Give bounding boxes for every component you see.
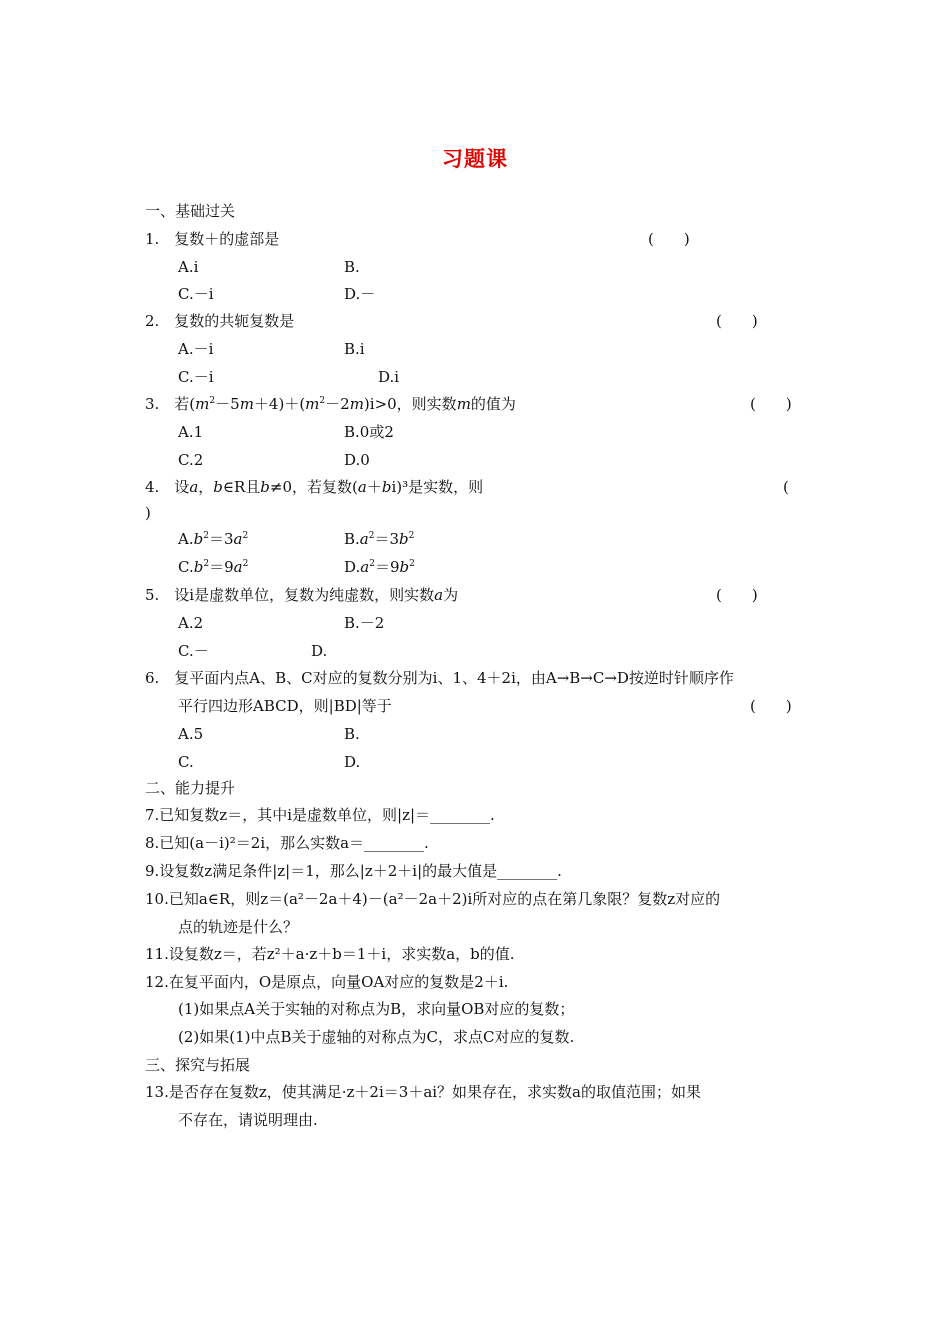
question-8: 8.已知(a－i)²＝2i，那么实数a＝________. — [145, 834, 429, 852]
question-4-option-b: $B.a^2=3b^2$ — [344, 530, 415, 548]
question-2-option-c: C.－i — [178, 368, 214, 386]
question-6-option-c: C. — [178, 753, 194, 771]
question-5-option-a: A.2 — [178, 614, 204, 632]
page-title: 习题课 — [442, 146, 508, 171]
question-6-option-b: B. — [344, 725, 360, 743]
question-1-answer-paren: ( ) — [648, 230, 690, 248]
question-4-stem: 4. 设a，b∈R且b≠0，若复数(a＋bi)³是实数，则 — [145, 478, 484, 496]
question-5-stem: 5. 设i是虚数单位，复数为纯虚数，则实数a为 — [145, 586, 459, 604]
section-heading-explore: 三、探究与拓展 — [145, 1056, 251, 1074]
question-4-option-c: $C.b^2=9a^2$ — [178, 558, 249, 576]
question-5-option-c: C.－ — [178, 642, 209, 660]
question-2-stem: 2. 复数的共轭复数是 — [145, 312, 295, 330]
question-4-option-d: $D.a^2=9b^2$ — [344, 558, 415, 576]
question-3-option-b: B.0或2 — [344, 423, 394, 441]
question-5-answer-paren: ( ) — [716, 586, 758, 604]
question-13-line-2: 不存在，请说明理由. — [178, 1111, 318, 1129]
question-5-option-b: B.－2 — [344, 614, 385, 632]
question-6-stem-line-1: 6. 复平面内点A、B、C对应的复数分别为i、1、4＋2i，由A→B→C→D按逆时针顺序作 — [145, 669, 734, 687]
question-4-answer-paren-close: ) — [145, 504, 151, 522]
question-4-option-a: $A.b^2=3a^2$ — [178, 530, 249, 548]
question-12-line-1: 12.在复平面内，O是原点，向量OA对应的复数是2＋i. — [145, 973, 509, 991]
question-12-part-1: (1)如果点A关于实轴的对称点为B，求向量OB对应的复数； — [178, 1000, 575, 1018]
question-1-option-b: B. — [344, 258, 360, 276]
question-1-option-c: C.－i — [178, 285, 214, 303]
question-3-option-a: A.1 — [178, 423, 204, 441]
section-heading-ability: 二、能力提升 — [145, 779, 236, 797]
question-2-option-d: D.i — [378, 368, 400, 386]
question-3-answer-paren: ( ) — [750, 395, 792, 413]
question-3-option-c: C.2 — [178, 451, 204, 469]
question-10-line-1: 10.已知a∈R，则z＝(a²－2a＋4)－(a²－2a＋2)i所对应的点在第几象限？复数z对应的 — [145, 890, 721, 908]
question-13-line-1: 13.是否存在复数z，使其满足·z＋2i＝3＋ai？如果存在，求实数a的取值范围；如果 — [145, 1083, 701, 1101]
question-6-option-a: A.5 — [178, 725, 204, 743]
question-6-stem-line-2: 平行四边形ABCD，则|BD|等于 — [178, 697, 392, 715]
question-12-part-2: (2)如果(1)中点B关于虚轴的对称点为C，求点C对应的复数. — [178, 1028, 575, 1046]
section-heading-basic: 一、基础过关 — [145, 202, 236, 220]
question-9: 9.设复数z满足条件|z|＝1，那么|z＋2＋i|的最大值是________. — [145, 862, 562, 880]
question-2-option-a: A.－i — [178, 340, 214, 358]
question-10-line-2: 点的轨迹是什么？ — [178, 918, 299, 936]
question-3-stem: 3. 若$(m^2-5m+4)+(m^2-2m)i>0$，则实数m的值为 — [145, 395, 516, 413]
question-2-answer-paren: ( ) — [716, 312, 758, 330]
question-11: 11.设复数z＝，若z²＋a·z＋b＝1＋i，求实数a，b的值. — [145, 945, 515, 963]
question-3-option-d: D.0 — [344, 451, 370, 469]
question-6-answer-paren: ( ) — [750, 697, 792, 715]
question-6-option-d: D. — [344, 753, 361, 771]
question-1-stem: 1. 复数＋的虚部是 — [145, 230, 280, 248]
question-5-option-d: D. — [311, 642, 328, 660]
question-1-option-d: D.－ — [344, 285, 376, 303]
question-1-option-a: A.i — [178, 258, 199, 276]
question-4-answer-paren-open: ( — [783, 478, 789, 496]
question-2-option-b: B.i — [344, 340, 365, 358]
question-7: 7.已知复数z＝，其中i是虚数单位，则|z|＝________. — [145, 806, 495, 824]
